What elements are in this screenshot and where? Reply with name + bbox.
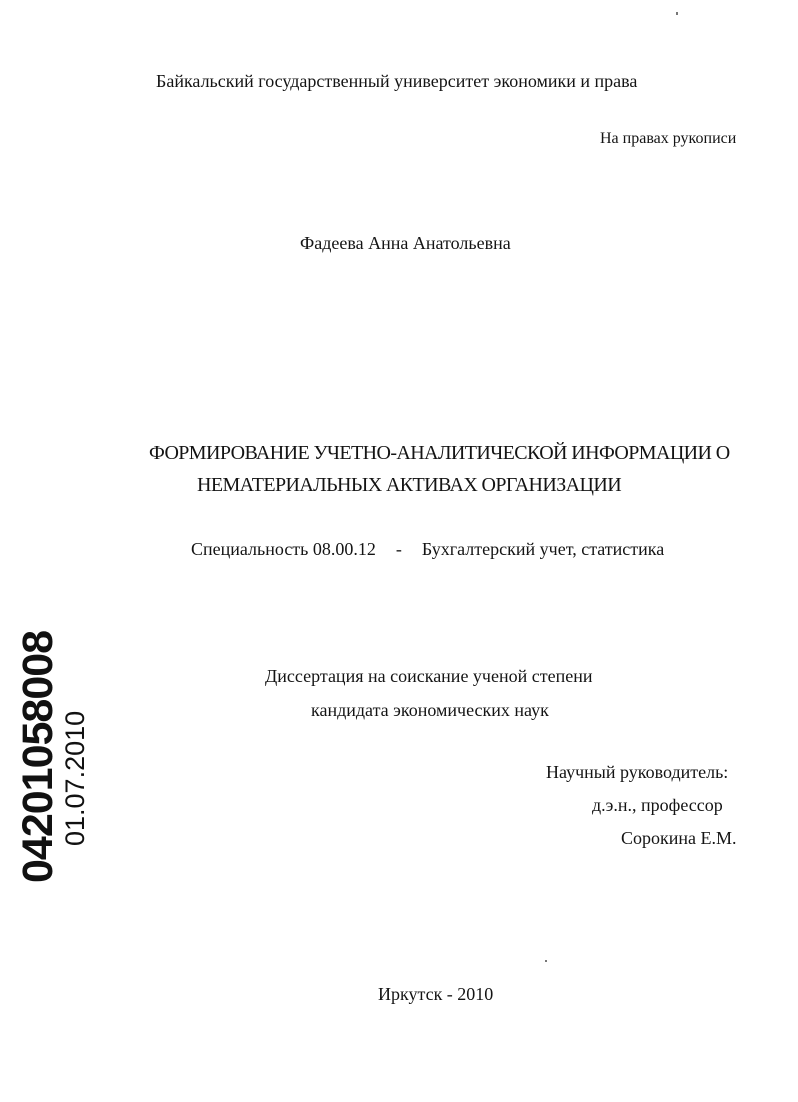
university-name: Байкальский государственный университет экономики и права <box>156 71 638 91</box>
dissertation-degree-line-2: кандидата экономических наук <box>311 700 549 720</box>
specialty-separator: - <box>395 539 402 559</box>
specialty-name: Бухгалтерский учет, статистика <box>421 539 665 559</box>
supervisor-degree: д.э.н., профессор <box>592 795 723 815</box>
title-line-1: ФОРМИРОВАНИЕ УЧЕТНО-АНАЛИТИЧЕСКОЙ ИНФОРМАЦИИ О <box>149 442 730 464</box>
manuscript-rights-note: На правах рукописи <box>600 130 737 147</box>
supervisor-label: Научный руководитель: <box>546 762 729 782</box>
library-stamp <box>14 630 114 885</box>
title-line-2: НЕМАТЕРИАЛЬНЫХ АКТИВАХ ОРГАНИЗАЦИИ <box>197 474 622 496</box>
city-year: Иркутск - 2010 <box>378 984 494 1004</box>
specialty-line <box>191 539 664 560</box>
stamp-date: 01.07.2010 <box>60 710 90 846</box>
scan-speck <box>545 960 547 962</box>
dissertation-degree-line-1: Диссертация на соискание ученой степени <box>265 666 593 686</box>
specialty-code: Специальность 08.00.12 <box>191 539 376 559</box>
author-name: Фадеева Анна Анатольевна <box>300 233 511 253</box>
stamp-number: 04201058008 <box>14 630 62 883</box>
scan-speck <box>676 12 678 15</box>
supervisor-name: Сорокина Е.М. <box>621 828 737 848</box>
